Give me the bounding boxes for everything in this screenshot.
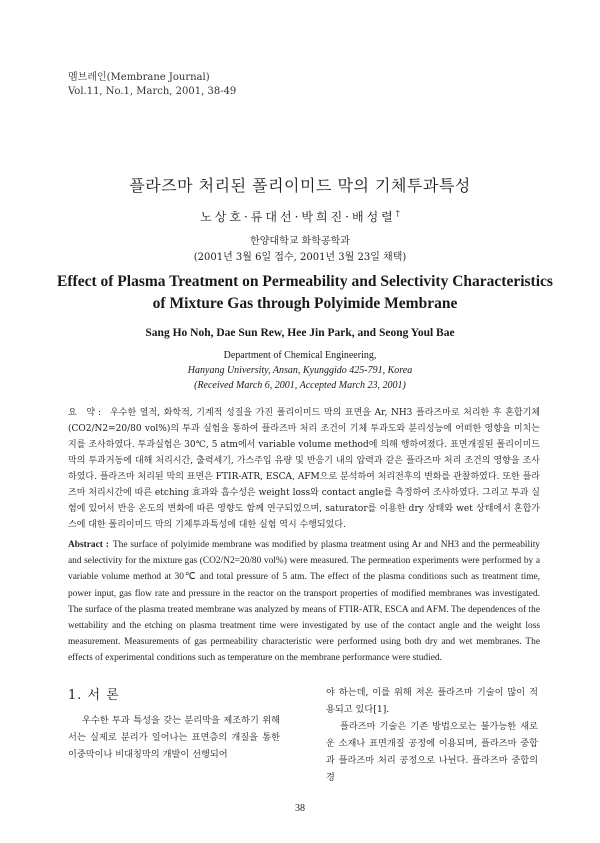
english-title xyxy=(40,271,570,315)
right-column-para1: 야 하는데, 이를 위해 저온 플라즈마 기술이 많이 적용되고 있다[1]. xyxy=(326,687,538,715)
english-authors: Sang Ho Noh, Dae Sun Rew, Hee Jin Park, and Seong Youl Bae xyxy=(145,327,455,339)
right-column-para2: 플라즈마 기술은 기존 방법으로는 불가능한 새로운 소재나 표면개질 공정에 이용되며, 플라즈마 중합과 플라즈마 처리 공정으로 나뉜다. 플라즈마 중합의 경 xyxy=(326,721,538,783)
english-abstract-text: The surface of polyimide membrane was modified by plasma treatment using Ar and NH3 and the permeability and selectivity for the mixture gas (CO2/N2=20/80 vol%) were measured. The permeation experiments were performed by a variable volume method at 30℃ and total pressure of 5 atm. The effect of the plasma conditions such as treatment time, power input, gas flow rate and pressure in the reactor on the transport properties of modified membranes was investigated. The surface of the plasma treated membrane was analyzed by means of FTIR-ATR, ESCA and AFM. The dependences of the wettability and the etching on plasma treatment time were investigated by use of the contact angle and the weight loss measurement. Measurements of gas permeability characteristic were performed using both dry and wet membranes. The effects of experimental conditions such as temperature on the membrane performance were studied. xyxy=(68,540,540,664)
korean-department: 한양대학교 화학공학과 xyxy=(250,236,350,247)
section-heading: 1. 서 론 xyxy=(68,688,120,703)
corresponding-author-mark: † xyxy=(395,209,400,218)
english-abstract xyxy=(68,537,540,667)
korean-authors xyxy=(0,208,600,225)
english-university: Hanyang University, Ansan, Kyunggido 425-791, Korea xyxy=(187,365,413,376)
english-abstract-label: Abstract : xyxy=(68,540,109,550)
journal-header xyxy=(68,71,236,99)
right-column xyxy=(326,684,538,786)
left-column-text: 우수한 투과 특성을 갖는 분리막을 제조하기 위해서는 실제로 분리가 일어나는 표면층의 개질을 통한 이중막이나 비대칭막의 개발이 선행되어 xyxy=(68,715,280,760)
korean-abstract-text: 우수한 열적, 화학적, 기계적 성질을 가진 폴리이미드 막의 표면을 Ar, NH3 플라즈마로 처리한 후 혼합기체(CO2/N2=20/80 vol%)의 투과 실험을 통하여 플라즈마 처리 조건이 기체 투과도와 분리성능에 어떠한 영향을 미치는지를 조사하였다. 투과실험은 30℃, 5 atm에서 variable volume method에 의해 행하여졌다. 표면개질된 폴리이미드 막의 투과거동에 대해 처리시간, 출력세기, 가스주입 유량 및 반응기 내의 압력과 같은 플라즈마 처리 조건의 영향을 조사하였다. 플라즈마 처리된 막의 표면은 FTIR-ATR, ESCA, AFM으로 분석하여 처리전후의 변화를 관찰하였다. 또한 플라즈마 처리시간에 따른 etching 효과와 흡수성은 weight loss와 contact angle를 측정하여 조사하였다. 그리고 투과 실험에 있어서 반응 온도의 변화에 따른 영향도 함께 연구되었으며, saturator를 이용한 dry 상태와 wet 상태에서 혼합가스에 대한 폴리이미드 막의 기체투과특성에 대한 실험 역시 수행되었다. xyxy=(68,408,541,530)
korean-dates: (2001년 3월 6일 접수, 2001년 3월 23일 채택) xyxy=(193,252,407,263)
journal-volume: Vol.11, No.1, March, 2001, 38-49 xyxy=(68,86,237,97)
page-number: 38 xyxy=(295,803,305,814)
korean-title: 플라즈마 처리된 폴리이미드 막의 기체투과특성 xyxy=(129,176,471,195)
korean-abstract xyxy=(68,405,540,533)
english-affiliation xyxy=(0,348,600,393)
korean-affiliation xyxy=(0,234,600,266)
english-department: Department of Chemical Engineering, xyxy=(223,350,377,361)
english-dates: (Received March 6, 2001, Accepted March 23, 2001) xyxy=(194,380,406,391)
korean-author-names: 노상호·류대선·박희진·배성렬 xyxy=(200,210,396,224)
journal-name: 멤브레인(Membrane Journal) xyxy=(68,72,210,83)
english-title-line2: of Mixture Gas through Polyimide Membrane xyxy=(152,295,458,312)
english-title-line1: Effect of Plasma Treatment on Permeability and Selectivity Characteristics xyxy=(57,273,553,290)
korean-abstract-label: 요 약: xyxy=(68,408,105,418)
